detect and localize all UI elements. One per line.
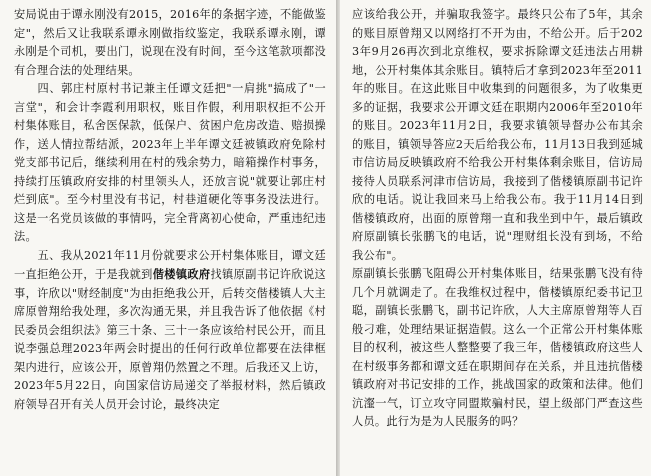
paragraph-closing: 原副镇长张鹏飞阻碍公开村集体账目，结果张鹏飞没有待几个月就调走了。在我维权过程中，偕楼镇原纪委书记卫聪，副镇长张鹏飞，副书记许欣，人大主席原曾翔等人百般刁难，处理结果证据造假。这么一个正常公开村集体账目的权利，被这些人整整要了我三年，偕楼镇政府这些人在村级事务都和谭文廷在职期间存在关系，并且违抗偕楼镇政府对书记安排的工作，挑战国家的政策和法律。他们沆瀣一气，订立攻守同盟欺骗村民，望上级部门严查这些人员。此行为是为人民服务的吗？: [352, 267, 643, 428]
paragraph-ending-item-three: 安局说由于谭永刚没有2015，2016年的条据字迹，不能做鉴定"，然后又让我联系谭永刚做指纹鉴定，我联系谭永刚，谭永刚是个司机，要出门，说现在没有时间，至今这笔款项都没有合理合法的处理结果。: [14, 8, 326, 77]
item-five-text-rest: 找镇原副书记许欣说这事，许欣以"财经制度"为由拒绝我公开，后转交偕楼镇人大主席原曾翔给我处理，多次沟通无果，并且我告诉了他依据《村民委员会组织法》第三十条、三十一条应该给村民公开，而且说李强总理2023年两会时提出的任何行政单位都要在法律框架内进行，应该公开，原曾翔仍然置之不理。后我还又上访，2023年5月22日，向国家信访局递交了举报材料，然后镇政府领导召开有关人员开会讨论，最终决定: [14, 268, 326, 411]
paragraph-item-four: 四、郭庄村原村书记兼主任谭文廷把"一肩挑"搞成了"一言堂"，和会计李霞利用职权，账目作假，利用职权拒不公开村集体账目，私舍医保款，低保户、贫困户危房改造、赔损操作，送人情拉帮结派，2023年上半年谭文廷被镇政府免除村党支部书记后，继续利用在村的残余势力，暗箱操作村事务，持续打压镇政府安排的村里领头人，还放言说"就要让郭庄村烂到底"。至今村里没有书记，村巷道硬化等事务没法进行。这是一名党员该做的事情吗，完全背离初心使命，严重违纪违法。: [14, 82, 326, 243]
item-five-text-start: 五、我从2021年11月份就要求公开村集体账目，谭文廷一直拒绝公开，于是我就到: [14, 248, 326, 281]
paragraph-continuation: 应该给我公开，并骗取我签字。最终只公布了5年，其余的账目原曾翔又以网络打不开为由，不给公开。后于2023年9月26再次到北京维权，要求拆除谭文廷违法占用耕地，公开村集体其余账目。镇特后才拿到2023年至2011年的账目。在这此账目中收集到的问题很多，为了收集更多的证据，我要求公开谭文廷在职期内2006年至2010年的账目。2023年11月2日，我要求镇领导督办公布其余的账目，镇领导答应2天后给我公布，11月13日我到延城市信访局反映镇政府不给我公开村集体剩余账目，信访局接待人员联系河津市信访局，我接到了偕楼镇原副书记许欣的电话。说让我回来马上给我公布。我于11月14日到偕楼镇政府，出面的原曾翔一直和我坐到中午，最后镇政府原副镇长张鹏飞的电话，说"理财组长没有到场，不给我公布"。: [352, 8, 643, 262]
paragraph-item-five: [14, 247, 326, 415]
right-page: [340, 0, 651, 476]
highlighted-town-government: 偕楼镇政府: [152, 267, 211, 281]
